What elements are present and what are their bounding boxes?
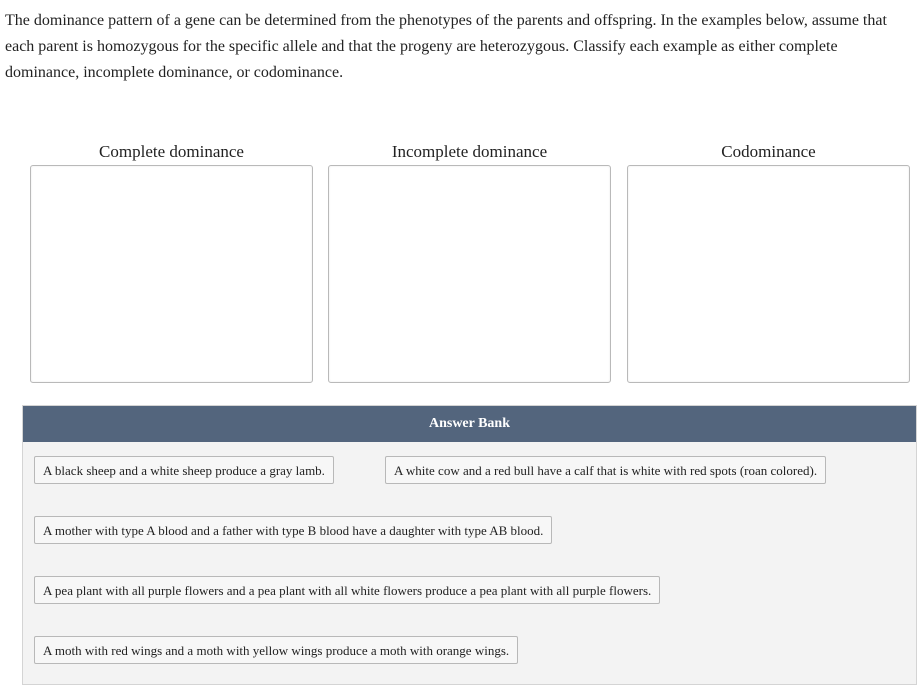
answer-item-pea-plant[interactable]: A pea plant with all purple flowers and a pea plant with all white flowers produce a pea plant with all purple flowers. (34, 576, 660, 604)
drop-zone-complete-dominance[interactable] (30, 165, 313, 383)
answer-item-sheep[interactable]: A black sheep and a white sheep produce a gray lamb. (34, 456, 334, 484)
drop-zone-codominance[interactable] (627, 165, 910, 383)
drop-zone-incomplete-dominance[interactable] (328, 165, 611, 383)
bin-label-incomplete-dominance: Incomplete dominance (391, 142, 548, 161)
answer-item-moth[interactable]: A moth with red wings and a moth with yellow wings produce a moth with orange wings. (34, 636, 518, 664)
answer-item-blood-type[interactable]: A mother with type A blood and a father with type B blood have a daughter with type AB blood. (34, 516, 552, 544)
question-instructions: The dominance pattern of a gene can be determined from the phenotypes of the parents and offspring. In the examples below, assume that each parent is homozygous for the specific allele and that the progeny are heterozygous. Classify each example as either complete dominance, incomplete dominance, or codominance. (5, 12, 887, 81)
answer-bank-title: Answer Bank (23, 406, 916, 442)
bin-label-codominance: Codominance (721, 142, 816, 161)
answer-item-cow[interactable]: A white cow and a red bull have a calf that is white with red spots (roan colored). (385, 456, 826, 484)
bin-label-complete-dominance: Complete dominance (99, 142, 244, 161)
